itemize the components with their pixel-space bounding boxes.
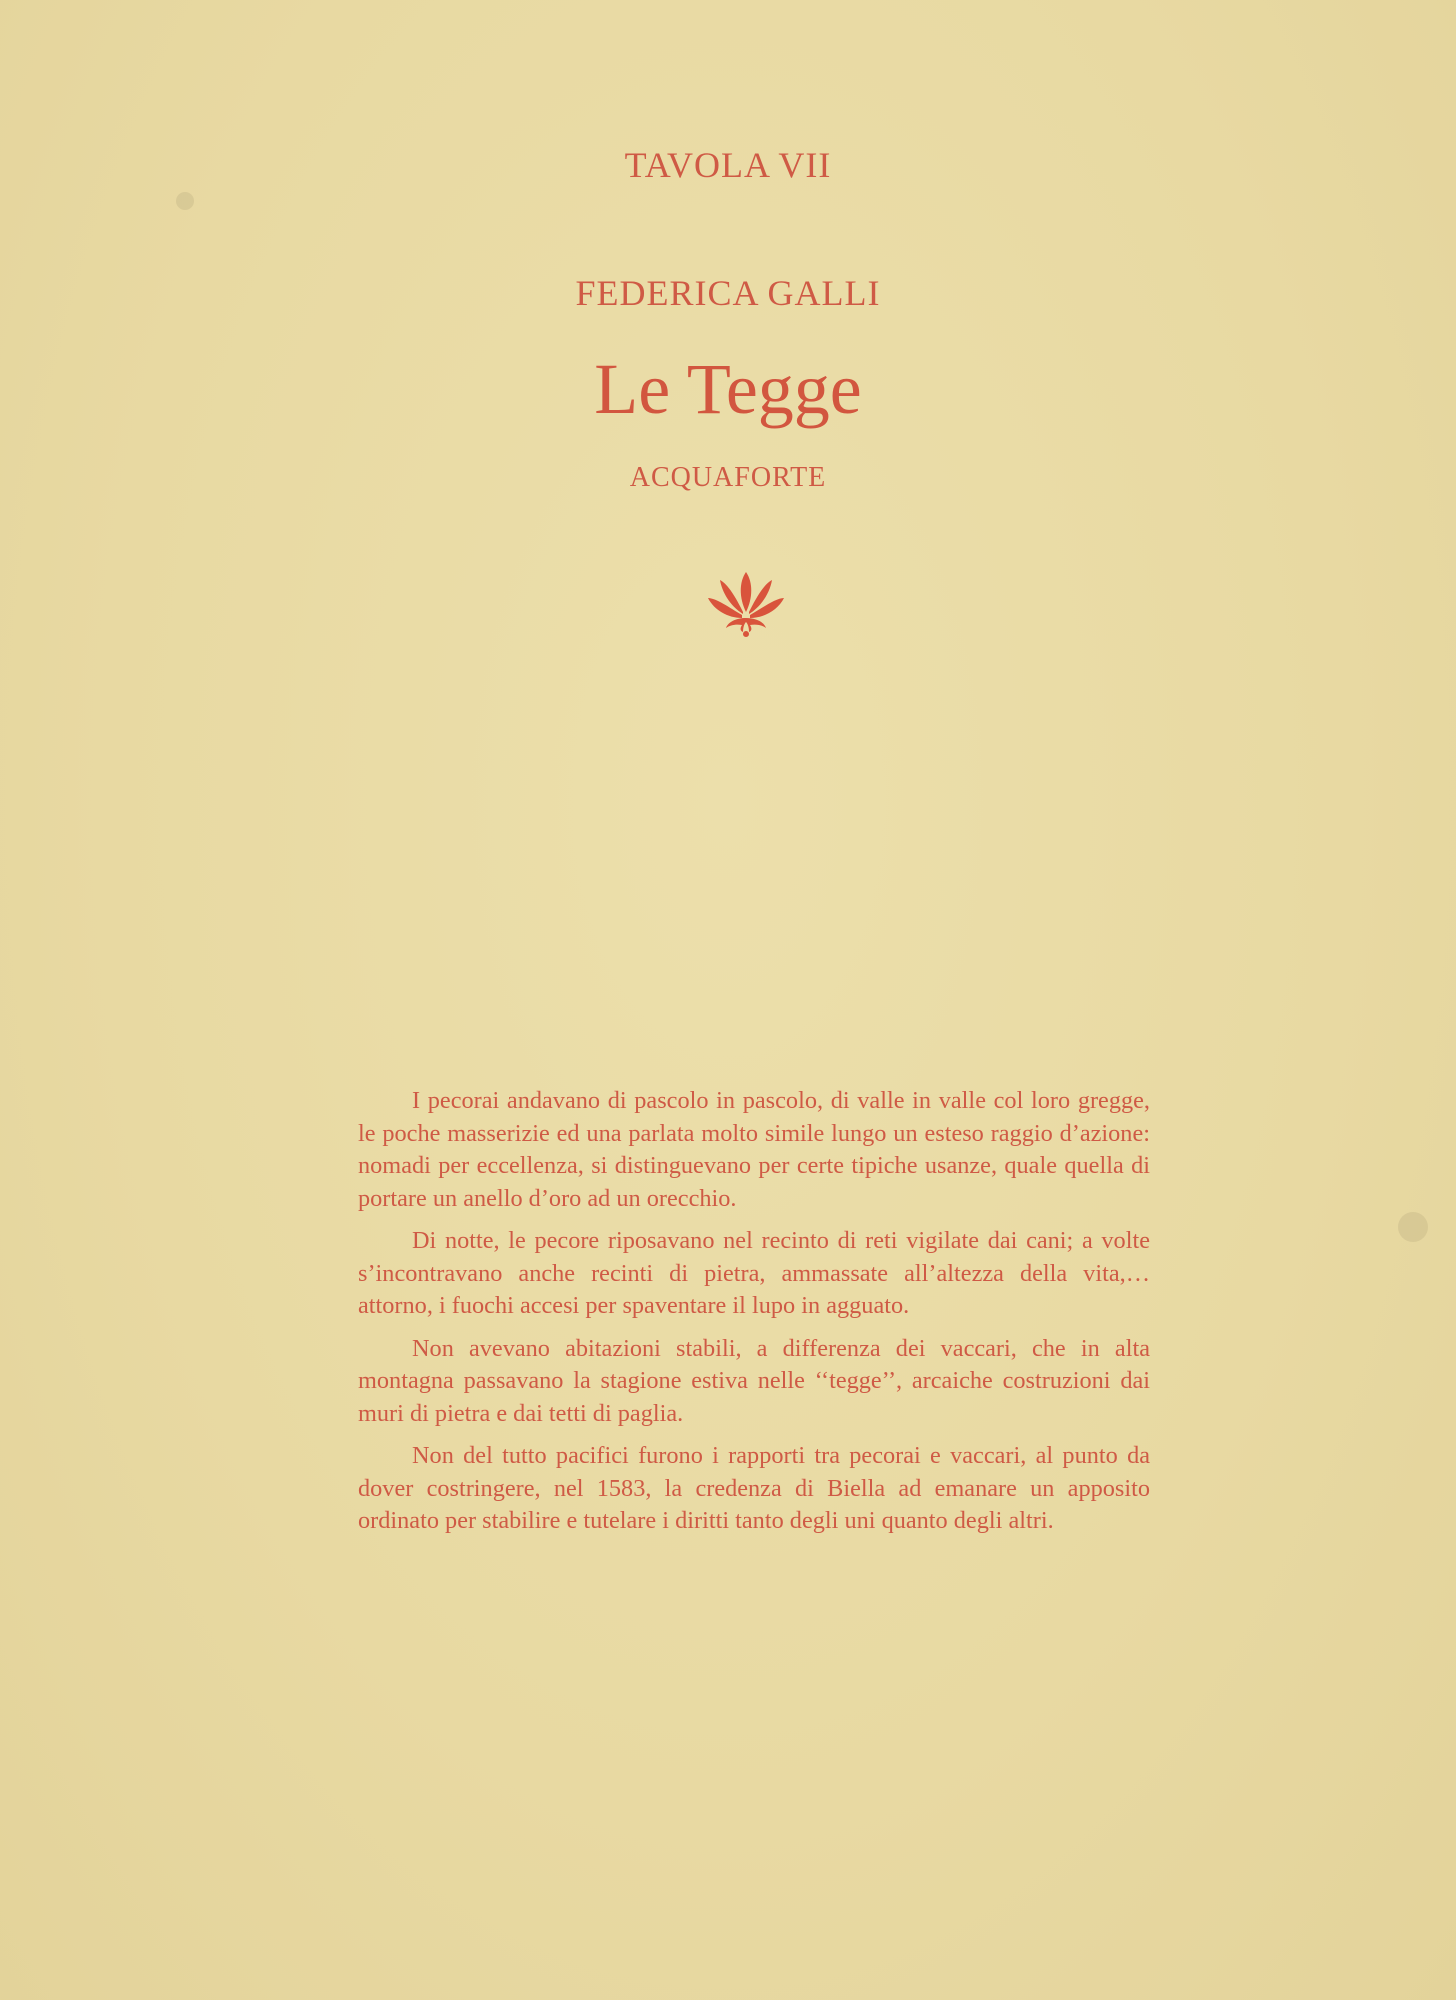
plate-number: TAVOLA VII [624, 145, 832, 185]
paragraph: I pecorai andavano di pascolo in pascolo, di valle in valle col loro gregge, le poche masserizie ed una parlata molto simile lungo un esteso raggio d’azione: nomadi per eccellenza, si distinguevano per certe tipiche usanze, quale quella di portare un anello d’oro ad un orecchio. [358, 1087, 1150, 1212]
body-text [358, 1085, 1150, 1548]
artwork-title: Le Tegge [594, 349, 862, 429]
technique-label: ACQUAFORTE [629, 462, 827, 493]
paragraph: Non del tutto pacifici furono i rapporti tra pecorai e vaccari, al punto da dover costringere, nel 1583, la credenza di Biella ad emanare un apposito ordinato per stabilire e tutelare i diritti tanto degli uni quanto degli altri. [358, 1442, 1150, 1534]
paragraph: Non avevano abitazioni stabili, a differenza dei vaccari, che in alta montagna passavano la stagione estiva nelle ‘‘tegge’’, arcaiche costruzioni dai muri di pietra e dai tetti di paglia. [358, 1334, 1150, 1427]
paper-spot [1398, 1212, 1428, 1242]
paragraph: Di notte, le pecore riposavano nel recinto di reti vigilate dai cani; a volte s’incontravano anche recinti di pietra, ammassate all’altezza della vita,… attorno, i fuochi accesi per spaventare il lupo in agguato. [358, 1227, 1150, 1319]
paper-spot [176, 192, 194, 210]
artist-name: FEDERICA GALLI [575, 273, 881, 313]
palmette-ornament-icon [706, 568, 786, 638]
